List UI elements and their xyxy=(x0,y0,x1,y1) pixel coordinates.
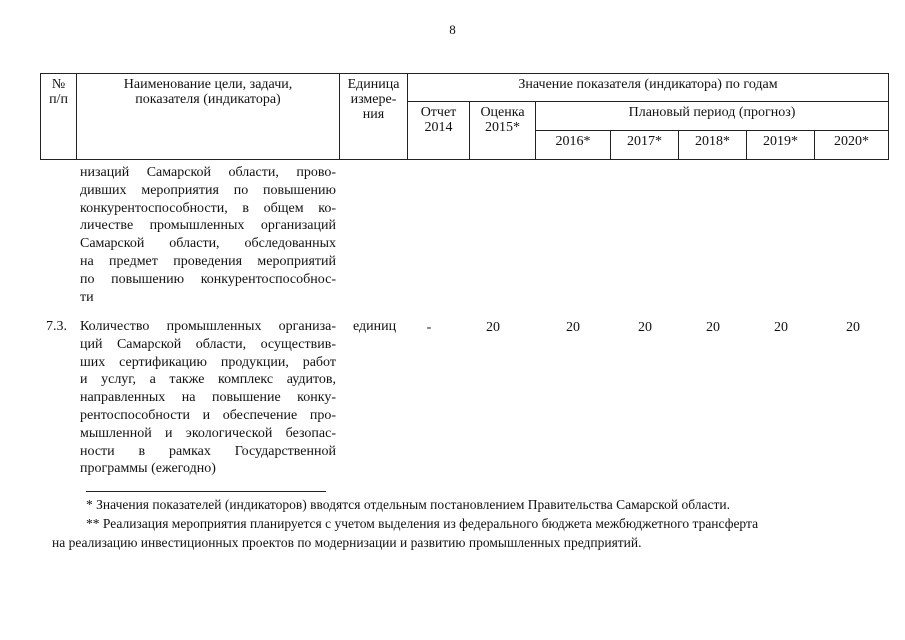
header-year: 2020* xyxy=(815,131,889,160)
name-line: ших сертификацию продукции, работ xyxy=(80,354,336,370)
footnote-1: * Значения показателей (индикаторов) вводятся отдельным постановлением Правительства Самарской области. xyxy=(86,497,730,512)
value-year: 20 xyxy=(566,320,580,335)
page-number: 8 xyxy=(449,22,456,37)
indicator-table-header xyxy=(40,73,889,160)
footnote-2-continued: на реализацию инвестиционных проектов по модернизации и развитию промышленных предприятий. xyxy=(52,535,642,550)
name-line: рентоспособности и обеспечение про- xyxy=(80,407,336,423)
row-name xyxy=(80,318,336,478)
name-line: конкурентоспособности, в общем ко- xyxy=(80,200,336,216)
value-estimate: 20 xyxy=(486,320,500,335)
header-unit: Единица измере- ния xyxy=(340,74,408,160)
row-number: 7.3. xyxy=(46,319,67,334)
value-report: - xyxy=(426,320,432,335)
name-line: дивших мероприятия по повышению xyxy=(80,182,336,198)
name-line: личестве промышленных организаций xyxy=(80,218,336,234)
name-line: мышленной и экологической безопас- xyxy=(80,425,336,441)
value-year: 20 xyxy=(706,320,720,335)
name-line: ности в рамках Государственной xyxy=(80,443,336,459)
header-report: Отчет 2014 xyxy=(408,102,470,160)
header-estimate: Оценка 2015* xyxy=(470,102,536,160)
value-year: 20 xyxy=(846,320,860,335)
header-name: Наименование цели, задачи, показателя (индикатора) xyxy=(77,74,340,160)
name-line: ти xyxy=(80,289,94,305)
row-unit: единиц xyxy=(353,319,397,334)
value-year: 20 xyxy=(638,320,652,335)
header-year: 2019* xyxy=(747,131,815,160)
name-line: низаций Самарской области, прово- xyxy=(80,165,336,180)
row-continued-name xyxy=(80,164,336,306)
header-year: 2016* xyxy=(536,131,611,160)
name-line: ций Самарской области, осуществив- xyxy=(80,336,336,352)
header-values-group: Значение показателя (индикатора) по годам xyxy=(408,74,889,102)
value-year: 20 xyxy=(774,320,788,335)
header-year: 2018* xyxy=(679,131,747,160)
footnote-2: ** Реализация мероприятия планируется с учетом выделения из федерального бюджета межбюджетного трансферта xyxy=(86,516,759,531)
name-line: по повышению конкурентоспособнос- xyxy=(80,271,336,287)
name-line: Самарской области, обследованных xyxy=(80,236,336,252)
name-line: Количество промышленных организа- xyxy=(80,319,336,334)
header-plan-period: Плановый период (прогноз) xyxy=(536,102,889,131)
name-line: на предмет проведения мероприятий xyxy=(80,253,336,269)
name-line: программы (ежегодно) xyxy=(80,461,216,477)
header-num: № п/п xyxy=(41,74,77,160)
name-line: направленных на повышение конку- xyxy=(80,390,336,406)
footnote-separator xyxy=(86,491,326,492)
header-year: 2017* xyxy=(611,131,679,160)
name-line: и услуг, а также комплекс аудитов, xyxy=(80,372,336,388)
